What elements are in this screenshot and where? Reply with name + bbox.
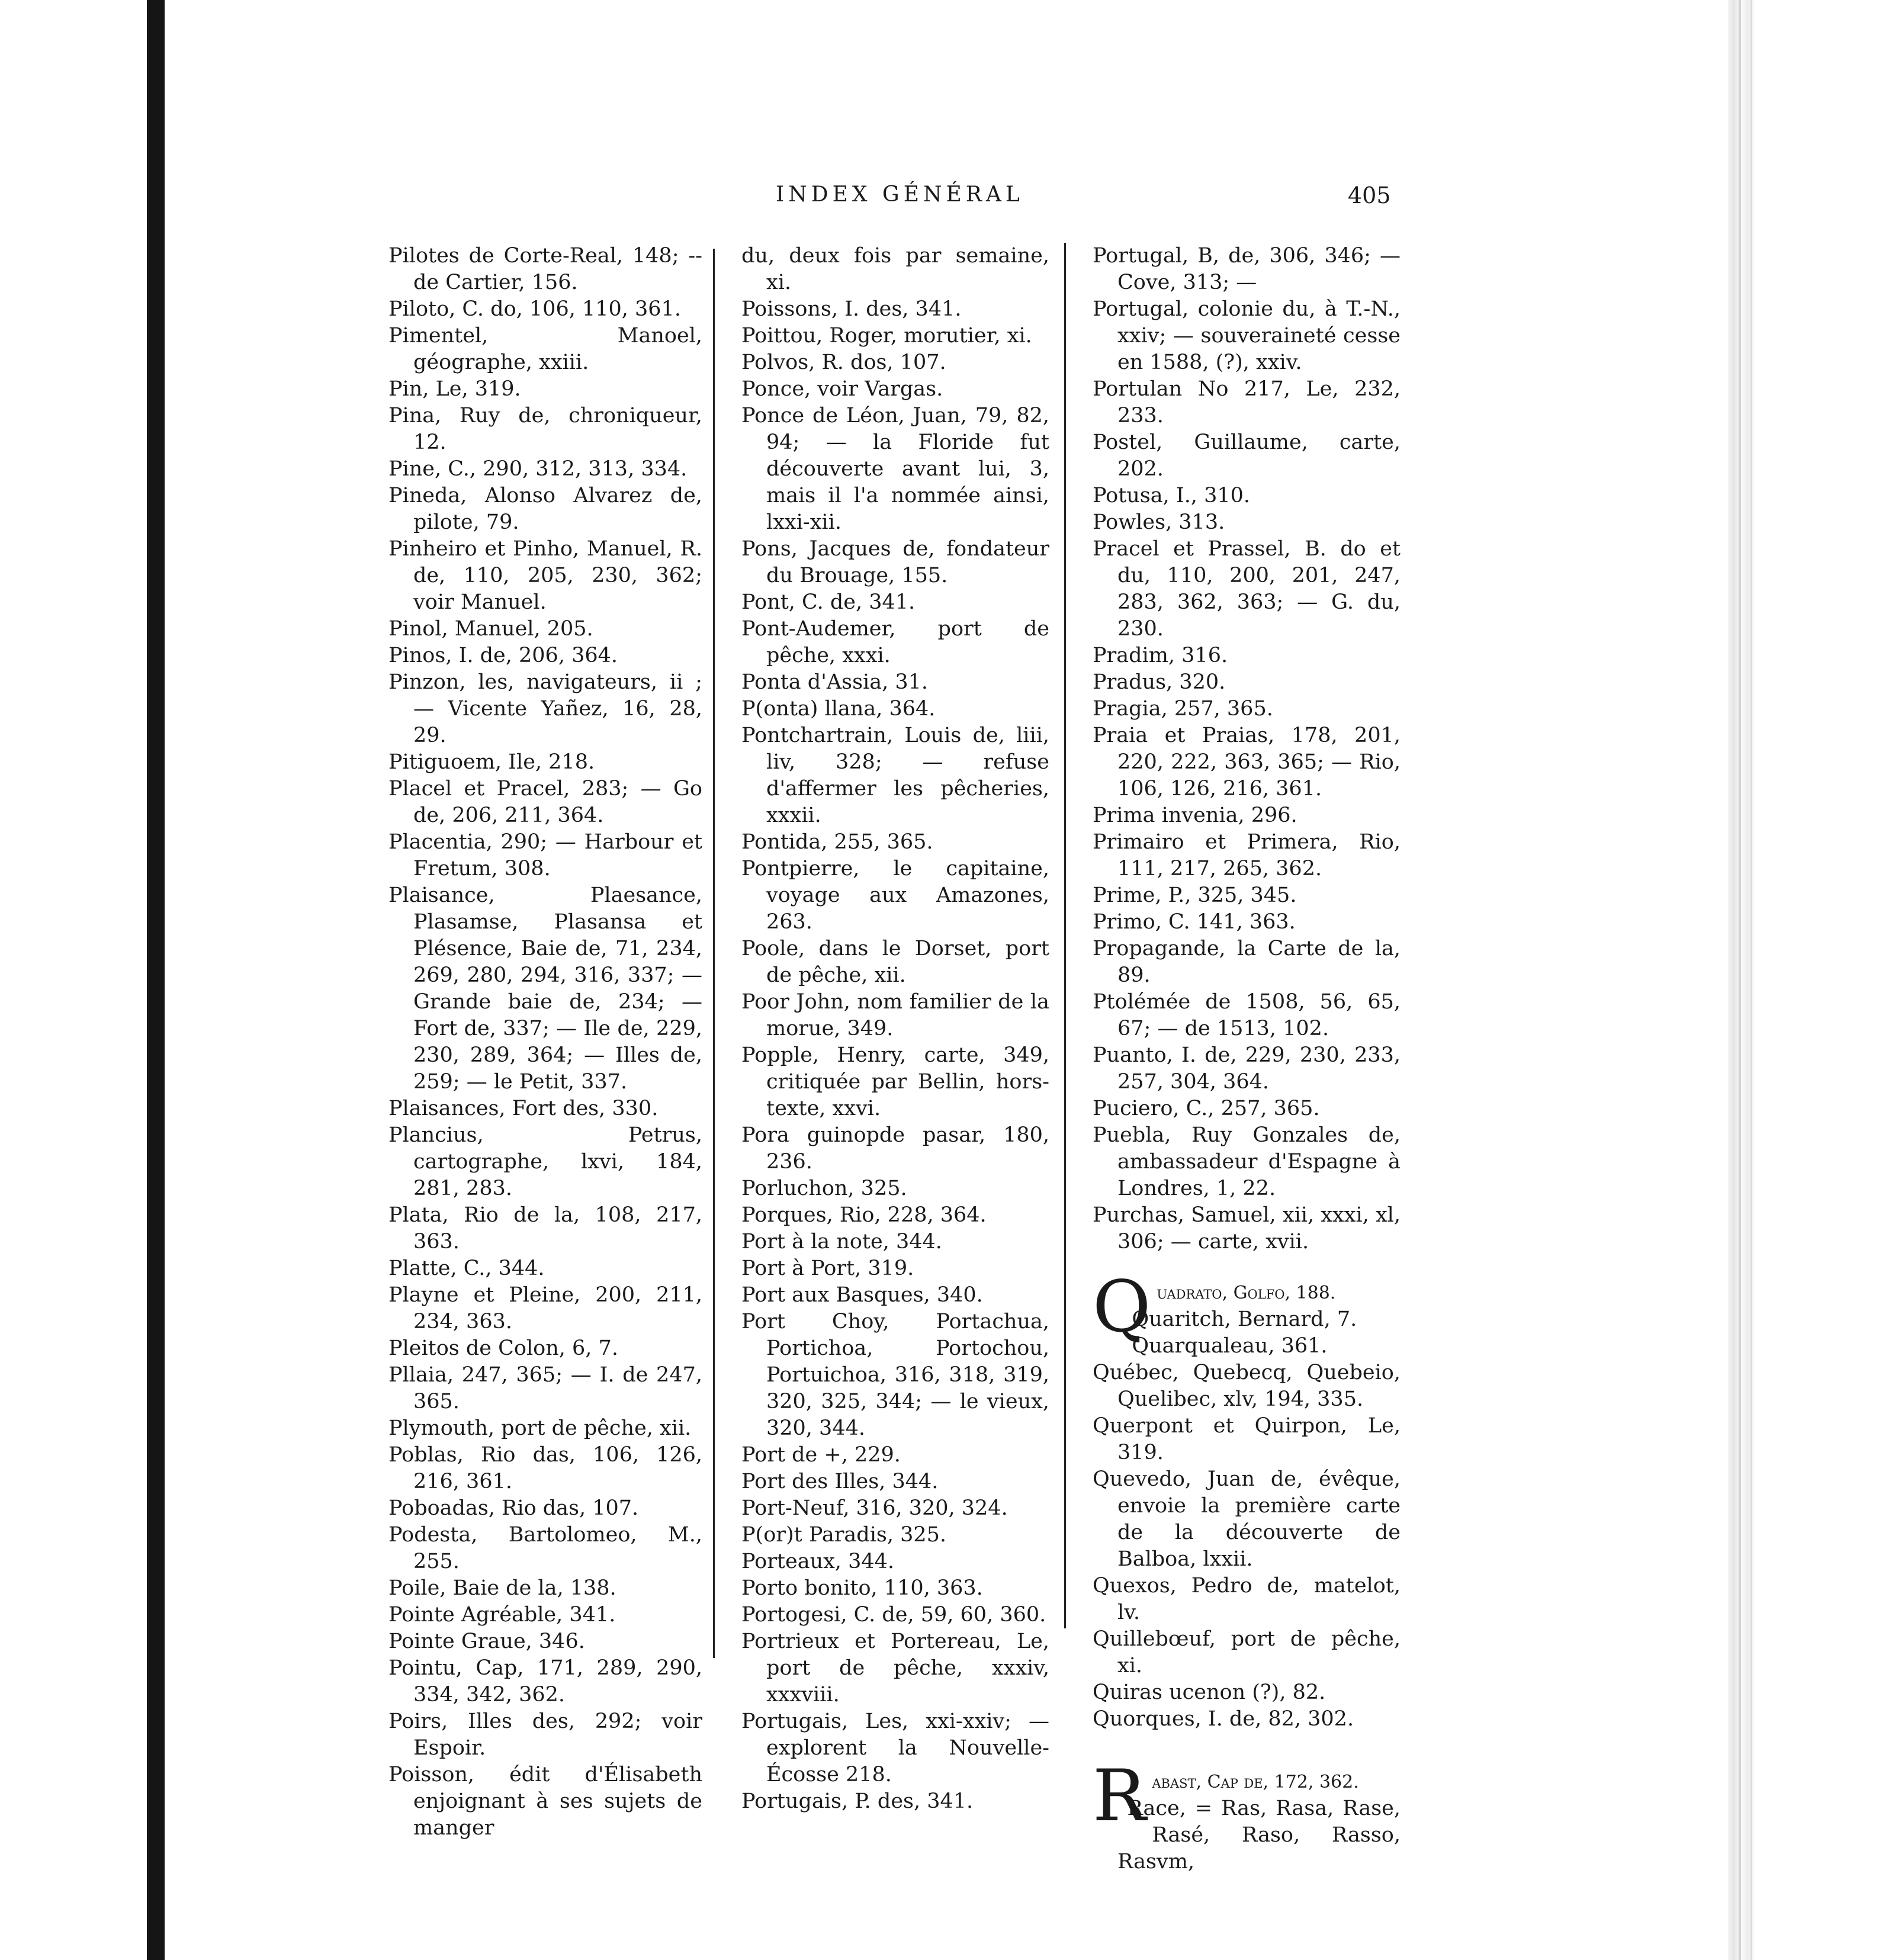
index-column-3 [1093, 243, 1401, 1875]
index-entry: Quaritch, Bernard, 7. [1132, 1307, 1357, 1331]
index-entry: Porto bonito, 110, 363. [741, 1576, 983, 1600]
index-entry: Québec, Quebecq, Quebeio, Quelibec, xlv, 194, 335. [1093, 1361, 1401, 1411]
index-entry: Quarqualeau, 361. [1132, 1334, 1328, 1358]
index-entry: Propagande, la Carte de la, 89. [1093, 937, 1401, 987]
index-entry: Poissons, I. des, 341. [741, 297, 962, 321]
index-entry: Port Choy, Portachua, Portichoa, Portochou, Portuichoa, 316, 318, 319, 320, 325, 344; — le vieux, 320, 344. [741, 1310, 1049, 1440]
index-entry: du, deux fois par semaine, xi. [741, 244, 1049, 294]
index-entry: Pons, Jacques de, fondateur du Brouage, 155. [741, 537, 1049, 587]
index-section-r [1093, 1755, 1401, 1875]
index-entry: Piloto, C. do, 106, 110, 361. [388, 297, 681, 321]
index-entry: Querpont et Quirpon, Le, 319. [1093, 1414, 1401, 1464]
page-number: 405 [1348, 182, 1391, 208]
index-entry: Pllaia, 247, 365; — I. de 247, 365. [388, 1363, 702, 1413]
index-entry: Pinheiro et Pinho, Manuel, R. de, 110, 205, 230, 362; voir Manuel. [388, 537, 702, 614]
index-section-q [1093, 1266, 1401, 1733]
index-entry: Plaisance, Plaesance, Plasamse, Plasansa et Plésence, Baie de, 71, 234, 269, 280, 294, 316, 337; — Grande baie de, 234; — Fort de, 337; — Ile de, 229, 230, 289, 364; — Illes de, 259; — le Petit, 337. [388, 883, 702, 1094]
index-entry: Pina, Ruy de, chroniqueur, 12. [388, 404, 702, 454]
index-entry: Podesta, Bartolomeo, M., 255. [388, 1523, 702, 1573]
index-entry: Pinzon, les, navigateurs, ii ; — Vicente Yañez, 16, 28, 29. [388, 670, 702, 747]
index-entry: Port aux Basques, 340. [741, 1283, 983, 1307]
index-entry: Praia et Praias, 178, 201, 220, 222, 363, 365; — Rio, 106, 126, 216, 361. [1093, 724, 1401, 801]
page-header [0, 182, 1895, 218]
index-entry: Prime, P., 325, 345. [1093, 883, 1297, 907]
index-column-1 [388, 243, 702, 1842]
index-entry: Puebla, Ruy Gonzales de, ambassadeur d'Espagne à Londres, 1, 22. [1093, 1123, 1401, 1200]
index-entry: Poittou, Roger, morutier, xi. [741, 324, 1032, 348]
scan-margin-left [0, 0, 147, 1960]
index-entry: Poor John, nom familier de la morue, 349. [741, 990, 1049, 1040]
index-entry: Pointe Agréable, 341. [388, 1603, 616, 1627]
index-entry: Prima invenia, 296. [1093, 804, 1297, 827]
index-entry: Poisson, édit d'Élisabeth enjoignant à ses sujets de manger [388, 1763, 702, 1840]
index-entry: Poole, dans le Dorset, port de pêche, xii. [741, 937, 1049, 987]
index-entry: Pointu, Cap, 171, 289, 290, 334, 342, 362. [388, 1656, 702, 1707]
index-entry: Port des Illes, 344. [741, 1470, 939, 1493]
index-entry: Pontchartrain, Louis de, liii, liv, 328; — refuse d'affermer les pêcheries, xxxii. [741, 724, 1049, 827]
index-entry: Pinos, I. de, 206, 364. [388, 644, 618, 667]
index-entry: abast, Cap de, 172, 362. [1152, 1772, 1359, 1792]
index-entry: Pontida, 255, 365. [741, 830, 933, 854]
index-entry: Portulan No 217, Le, 232, 233. [1093, 377, 1401, 428]
index-entry: Pleitos de Colon, 6, 7. [388, 1336, 618, 1360]
index-entry: Pin, Le, 319. [388, 377, 521, 401]
index-entry: Quexos, Pedro de, matelot, lv. [1093, 1574, 1401, 1624]
index-entry: Porluchon, 325. [741, 1177, 907, 1200]
page-fold-line [1751, 0, 1752, 1960]
index-entry: Port-Neuf, 316, 320, 324. [741, 1496, 1008, 1520]
index-entry: Pointe Graue, 346. [388, 1630, 585, 1653]
index-column-2 [741, 243, 1049, 1815]
index-entry: uadrato, Golfo, 188. [1157, 1283, 1336, 1303]
index-entry: Puanto, I. de, 229, 230, 233, 257, 304, 364. [1093, 1043, 1401, 1094]
index-entry: Postel, Guillaume, carte, 202. [1093, 430, 1401, 481]
index-entry: Polvos, R. dos, 107. [741, 351, 946, 374]
index-entry: Portugal, colonie du, à T.-N., xxiv; — souveraineté cesse en 1588, (?), xxiv. [1093, 297, 1401, 374]
index-entry: Poirs, Illes des, 292; voir Espoir. [388, 1710, 702, 1760]
index-entry: Playne et Pleine, 200, 211, 234, 363. [388, 1283, 702, 1334]
index-entry: Pradim, 316. [1093, 644, 1228, 667]
index-entry: Pimentel, Manoel, géographe, xxiii. [388, 324, 702, 374]
index-entry: Potusa, I., 310. [1093, 484, 1251, 507]
index-entry: P(or)t Paradis, 325. [741, 1523, 947, 1547]
scan-binding-edge [147, 0, 165, 1960]
index-entry: Poblas, Rio das, 106, 126, 216, 361. [388, 1443, 702, 1493]
index-entry: Pragia, 257, 365. [1093, 697, 1273, 721]
index-entry: Primairo et Primera, Rio, 111, 217, 265, 362. [1093, 830, 1401, 881]
index-entry: Pont-Audemer, port de pêche, xxxi. [741, 617, 1049, 667]
column-rule [1064, 243, 1066, 1628]
index-entry: Ponta d'Assia, 31. [741, 670, 928, 694]
index-entry: Quiras ucenon (?), 82. [1093, 1681, 1326, 1704]
index-entry: Portugais, P. des, 341. [741, 1789, 974, 1813]
index-entry: Pont, C. de, 341. [741, 590, 916, 614]
index-entry: Portugal, B, de, 306, 346; — Cove, 313; — [1093, 244, 1401, 294]
index-entry: Quillebœuf, port de pêche, xi. [1093, 1627, 1401, 1678]
index-entry: Pracel et Prassel, B. do et du, 110, 200, 201, 247, 283, 362, 363; — G. du, 230. [1093, 537, 1401, 641]
index-entry: Port à Port, 319. [741, 1257, 914, 1280]
index-entry: Poile, Baie de la, 138. [388, 1576, 616, 1600]
index-entry: Porteaux, 344. [741, 1550, 895, 1573]
index-entry: Pontpierre, le capitaine, voyage aux Amazones, 263. [741, 857, 1049, 934]
page-fold-line [1739, 0, 1741, 1960]
running-title: INDEX GÉNÉRAL [776, 182, 1024, 207]
index-entry: Plymouth, port de pêche, xii. [388, 1416, 692, 1440]
index-entry: Pora guinopde pasar, 180, 236. [741, 1123, 1049, 1174]
index-entry: Pinol, Manuel, 205. [388, 617, 593, 641]
index-entry: Poboadas, Rio das, 107. [388, 1496, 639, 1520]
scan-page-edges-right [1728, 0, 1895, 1960]
index-entry: Puciero, C., 257, 365. [1093, 1097, 1320, 1120]
index-entry: Porques, Rio, 228, 364. [741, 1203, 987, 1227]
index-entry: Portugais, Les, xxi-xxiv; — explorent la Nouvelle-Écosse 218. [741, 1710, 1049, 1787]
index-entry: Ponce, voir Vargas. [741, 377, 943, 401]
index-entry: Plata, Rio de la, 108, 217, 363. [388, 1203, 702, 1254]
index-entry: Portrieux et Portereau, Le, port de pêche, xxxiv, xxxviii. [741, 1630, 1049, 1707]
index-entry: P(onta) llana, 364. [741, 697, 936, 721]
index-entry: Portogesi, C. de, 59, 60, 360. [741, 1603, 1046, 1627]
index-entry: Placel et Pracel, 283; — Go de, 206, 211, 364. [388, 777, 702, 827]
index-entry: Plancius, Petrus, cartographe, lxvi, 184, 281, 283. [388, 1123, 702, 1200]
index-entry: Primo, C. 141, 363. [1093, 910, 1296, 934]
index-entry: Purchas, Samuel, xii, xxxi, xl, 306; — carte, xvii. [1093, 1203, 1401, 1254]
index-entry: Popple, Henry, carte, 349, critiquée par Bellin, hors-texte, xxvi. [741, 1043, 1049, 1120]
index-entry: Placentia, 290; — Harbour et Fretum, 308. [388, 830, 702, 881]
drop-cap-letter: R [1093, 1755, 1146, 1837]
index-entry: Port de +, 229. [741, 1443, 901, 1467]
index-entry: Pradus, 320. [1093, 670, 1226, 694]
index-entry: Pineda, Alonso Alvarez de, pilote, 79. [388, 484, 702, 534]
index-entry: Quorques, I. de, 82, 302. [1093, 1707, 1354, 1731]
drop-cap-letter: Q [1093, 1266, 1151, 1348]
index-entry: Pitiguoem, Ile, 218. [388, 750, 595, 774]
index-entry: Ptolémée de 1508, 56, 65, 67; — de 1513, 102. [1093, 990, 1401, 1040]
index-entry: Plaisances, Fort des, 330. [388, 1097, 659, 1120]
index-entry: Race, = Ras, Rasa, Rase, Rasé, Raso, Rasso, Rasvm, [1117, 1797, 1401, 1874]
index-entry: Ponce de Léon, Juan, 79, 82, 94; — la Floride fut découverte avant lui, 3, mais il l'a nommée ainsi, lxxi-xii. [741, 404, 1049, 534]
index-entry: Pilotes de Corte-Real, 148; -- de Cartier, 156. [388, 244, 702, 294]
index-entry: Quevedo, Juan de, évêque, envoie la première carte de la découverte de Balboa, lxxii. [1093, 1467, 1401, 1571]
index-entry: Platte, C., 344. [388, 1257, 545, 1280]
index-entry: Port à la note, 344. [741, 1230, 942, 1254]
index-entry: Powles, 313. [1093, 510, 1225, 534]
column-rule [713, 249, 715, 1658]
index-entry: Pine, C., 290, 312, 313, 334. [388, 457, 688, 481]
